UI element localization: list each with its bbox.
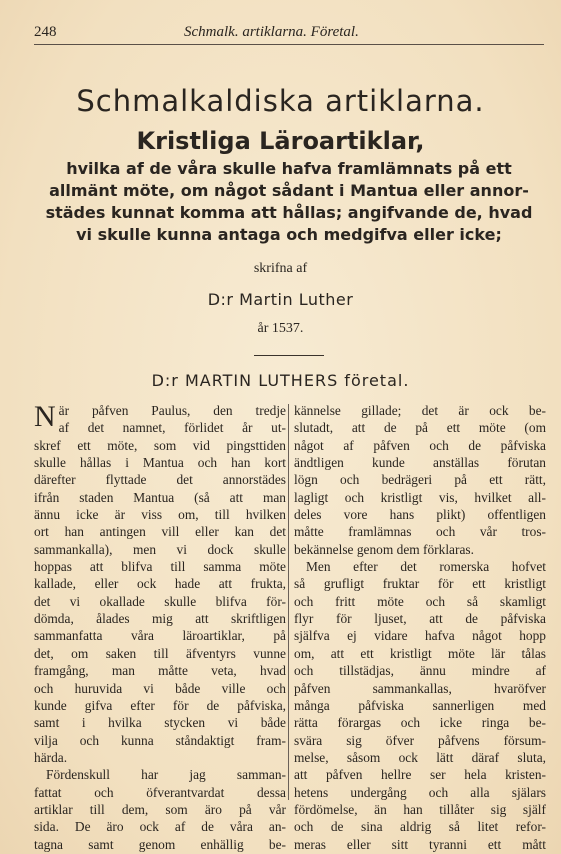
text-line: många påfviska sannerligen med [294, 697, 546, 713]
text-line: vilja och kunna ståndaktigt fram- [34, 732, 286, 748]
text-line: skref ett möte, som vid pingsttiden [34, 437, 286, 453]
text-line: sammanfatta våra läroartiklar, på [34, 628, 286, 644]
separator-rule [254, 355, 324, 356]
text-line: ännu icke är viss om, till hvilken [34, 507, 286, 523]
opening-paragraph-start [34, 402, 286, 437]
text-line: fattat och öfverantvardat dessa [34, 784, 286, 800]
text-line: sida. De äro ock af de våra an- [34, 819, 286, 835]
text-line: framgång, man måtte veta, hvad [34, 663, 286, 679]
text-line: ifrån staden Mantua (så att man [34, 489, 286, 505]
text-line: artiklar till dem, som äro på vår [34, 801, 286, 817]
text-line: lagligt och kristligt vis, hvilket all- [294, 489, 546, 505]
text-line: är påfven Paulus, den tredje [58, 403, 286, 418]
section-heading: D:r MARTIN LUTHERS företal. [151, 371, 410, 390]
text-line: ort han antingen vill eller kan det [34, 524, 286, 540]
page-number: 248 [34, 24, 57, 40]
text-line: slutadt, att de på ett möte (om [294, 420, 546, 436]
text-line: det vi okallade skulle blifva för- [34, 593, 286, 609]
text-line: själfva ej vidare hafva något hopp [294, 628, 546, 644]
text-line: det, om saken till äfventyrs vunne [34, 645, 286, 661]
author-name: D:r Martin Luther [207, 290, 354, 309]
text-line: af det namnet, förlidet år ut- [58, 420, 286, 436]
text-line: flyr för ljuset, att de påfviska [294, 611, 546, 627]
description-line: allmänt möte, om något sådant i Mantua eller annor- [49, 181, 529, 200]
text-line: och fritt möte och så skamligt [294, 593, 546, 609]
left-column [34, 402, 286, 853]
description [34, 158, 544, 246]
year-line: år 1537. [257, 321, 304, 336]
drop-cap: N [34, 400, 56, 433]
written-by-label: skrifna af [253, 261, 308, 276]
text-line: ändtligen kunde anställas förutan [294, 455, 546, 471]
description-line: vi skulle kunna antaga och medgifva eller icke; [76, 225, 502, 244]
text-line: fördömelse, än han tillåter sig själf [294, 801, 546, 817]
text-line: att påfven hellre ser hela kristen- [294, 767, 546, 783]
text-line: meras eller sitt tyranni ett mått [294, 836, 546, 852]
text-line: dömda, ålades mig att skriftligen [34, 611, 286, 627]
text-line: sammankalla), men vi dock skulle [34, 541, 286, 557]
text-line: kunde gifva efter för de påfviska, [34, 697, 286, 713]
text-line: Fördenskull har jag samman- [46, 767, 286, 783]
text-line: deles vore hans plikt) offentligen [294, 507, 546, 523]
running-title: Schmalk. artiklarna. Företal. [184, 24, 359, 40]
text-line: påfven sammankallas, hvaröfver [294, 680, 546, 696]
text-line: hetens undergång och alla själars [294, 784, 546, 800]
text-line: samt i hvilka stycken vi både [34, 715, 286, 731]
text-line: hoppas att blifva till samma möte [34, 559, 286, 575]
text-line: svära sig öfver påfvens försum- [294, 732, 546, 748]
text-line: kallade, eller ock hade att frukta, [34, 576, 286, 592]
description-line: hvilka af de våra skulle hafva framlämnats på ett [66, 159, 512, 178]
text-line: melse, såsom ock lätt däraf sluta, [294, 749, 546, 765]
right-column [294, 402, 546, 853]
description-line: städes kunnat komma att hållas; angifvande de, hvad [45, 203, 533, 222]
text-line: så grufligt fruktar för ett kristligt [294, 576, 546, 592]
text-line: och tillstädjas, ännu mindre af [294, 663, 546, 679]
text-line: kännelse gillade; det är ock be- [294, 403, 546, 418]
left-column-lines [34, 437, 286, 853]
text-line: bekännelse genom dem förklaras. [294, 541, 474, 557]
document-title: Schmalkaldiska artiklarna. [76, 84, 485, 118]
text-line: lögn och bedrägeri på ett rätt, [294, 472, 546, 488]
text-line: Men efter det romerska hofvet [306, 559, 546, 575]
text-line: om, att ett kristligt möte lär tålas [294, 645, 546, 661]
text-line: och huruvida vi både ville och [34, 680, 286, 696]
text-line: därefter flyttade det annorstädes [34, 472, 286, 488]
text-line: måtte framlämnas och vår tros- [294, 524, 546, 540]
page-header [34, 22, 544, 45]
text-line: härda. [34, 749, 68, 765]
text-line: och de sina aldrig så litet refor- [294, 819, 546, 835]
text-line: tagna samt genom enhällig be- [34, 836, 286, 852]
text-line: något af påfven och de påfviska [294, 437, 546, 453]
text-line: skulle hållas i Mantua och han kort [34, 455, 286, 471]
right-column-lines [294, 402, 546, 853]
column-divider [288, 404, 289, 800]
document-subtitle: Kristliga Läroartiklar, [136, 127, 425, 155]
text-line: rätta förargas och icke ringa be- [294, 715, 546, 731]
